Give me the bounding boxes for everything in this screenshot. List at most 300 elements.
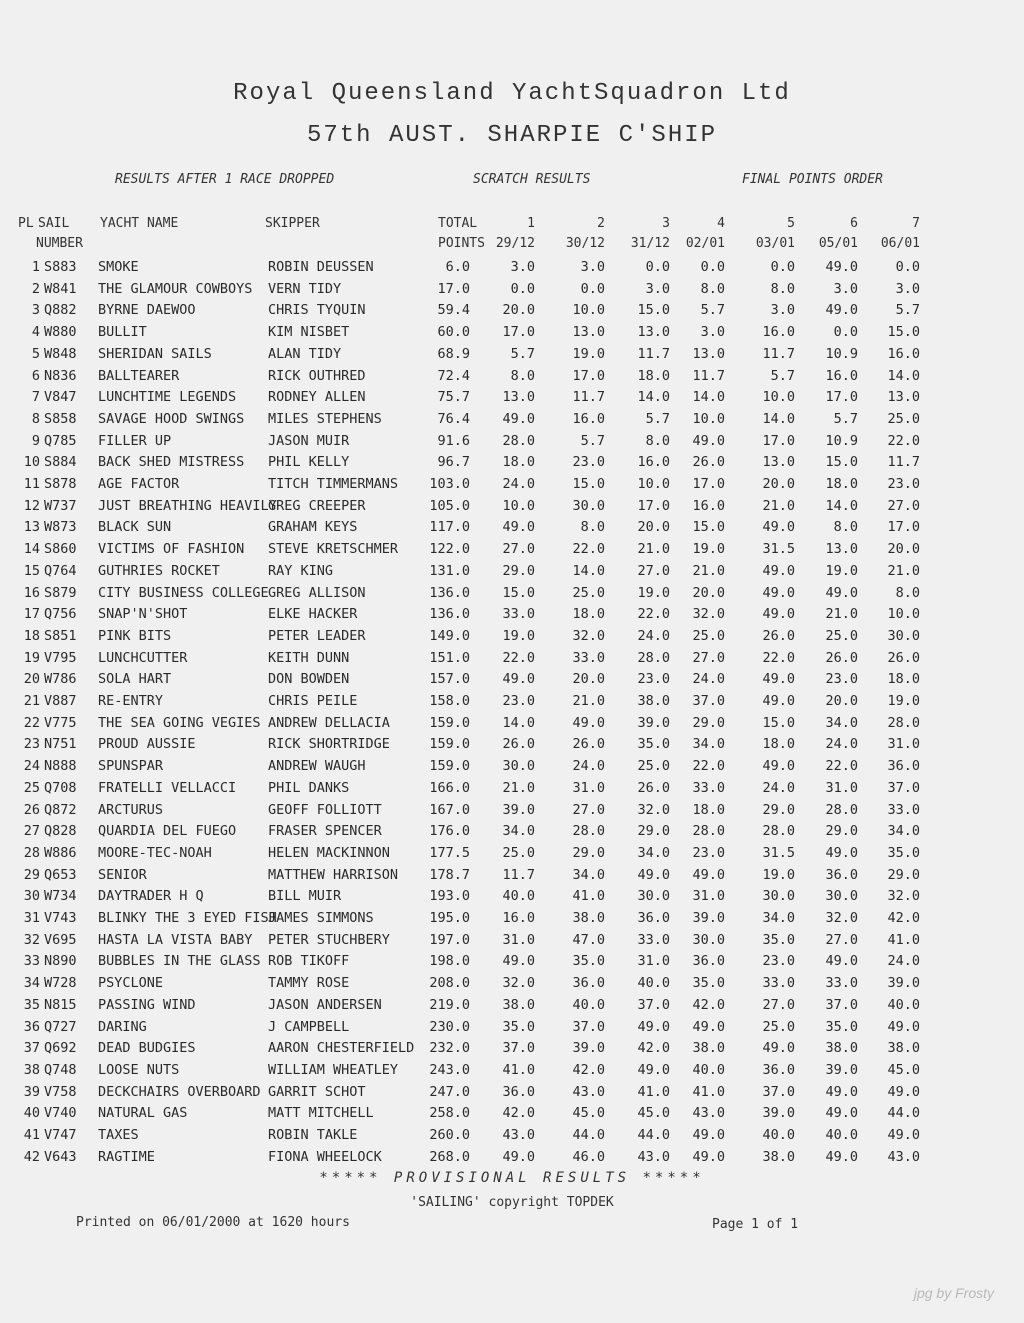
race-4-points: 18.0 [692,801,725,818]
place: 9 [31,432,40,449]
race-4-points: 49.0 [692,1148,725,1165]
yacht-name: THE GLAMOUR COWBOYS [98,280,253,297]
race-4-points: 32.0 [692,606,725,623]
page-indicator: Page 1 of 1 [712,1217,799,1232]
skipper-name: MATTHEW HARRISON [268,866,399,883]
race-1-number: 1 [527,216,535,231]
race-2-points: 15.0 [572,476,605,492]
race-2-points: 26.0 [572,736,605,753]
sail-number: V795 [44,649,77,666]
race-5-points: 19.0 [762,866,795,883]
skipper-name: WILLIAM WHEATLEY [268,1061,399,1078]
place: 13 [23,519,40,536]
place: 16 [23,584,40,601]
race-5-points: 49.0 [762,758,795,775]
total-points: 166.0 [429,779,470,796]
race-2-points: 27.0 [572,801,605,818]
race-1-points: 18.0 [502,454,535,471]
skipper-name: GEOFF FOLLIOTT [268,801,382,818]
race-2-points: 35.0 [572,953,605,970]
race-6-points: 24.0 [825,736,858,753]
col-number: NUMBER [36,236,83,251]
sail-number: W786 [44,671,77,688]
race-3-points: 27.0 [637,562,670,579]
race-3-points: 36.0 [637,910,670,926]
place: 41 [23,1127,40,1143]
race-3-points: 49.0 [637,866,670,883]
race-7-points: 32.0 [887,888,920,905]
yacht-name: VICTIMS OF FASHION [98,541,245,558]
sail-number: Q828 [44,823,77,840]
race-3-points: 25.0 [637,758,670,775]
race-7-points: 36.0 [887,758,920,775]
table-row [0,650,1024,668]
sail-number: V643 [44,1148,77,1165]
race-4-points: 39.0 [692,910,725,926]
race-5-points: 27.0 [762,996,795,1013]
skipper-name: PETER LEADER [268,627,366,644]
race-3-points: 14.0 [637,389,670,406]
race-6-points: 49.0 [825,953,858,970]
total-points: 159.0 [429,758,470,775]
race-5-points: 3.0 [770,302,795,319]
race-7-points: 43.0 [887,1148,920,1165]
race-2-points: 47.0 [572,931,605,948]
race-3-points: 26.0 [637,779,670,796]
place: 21 [23,693,40,709]
skipper-name: FRASER SPENCER [268,823,382,840]
place: 27 [23,823,40,840]
sail-number: Q785 [44,432,77,449]
race-6-points: 33.0 [825,975,858,992]
sail-number: S851 [44,627,77,644]
race-1-points: 49.0 [502,1148,535,1165]
yacht-name: BYRNE DAEWOO [98,302,196,319]
total-points: 96.7 [437,454,470,471]
race-3-points: 45.0 [637,1105,670,1122]
sail-number: W886 [44,844,77,861]
race-4-points: 41.0 [692,1083,725,1100]
race-4-points: 49.0 [692,432,725,449]
skipper-name: GREG ALLISON [268,584,366,601]
race-2-points: 23.0 [572,454,605,471]
race-3-points: 49.0 [637,1061,670,1078]
race-1-points: 49.0 [502,519,535,536]
place: 24 [23,758,40,775]
skipper-name: ROBIN TAKLE [268,1127,358,1143]
race-3-points: 37.0 [637,996,670,1013]
race-2-points: 43.0 [572,1083,605,1100]
race-6-points: 3.0 [833,280,858,297]
race-3-points: 34.0 [637,844,670,861]
race-6-points: 37.0 [825,996,858,1013]
race-5-points: 29.0 [762,801,795,818]
race-4-number: 4 [717,216,725,231]
race-1-points: 32.0 [502,975,535,992]
race-3-points: 23.0 [637,671,670,688]
race-6-date: 05/01 [818,236,858,251]
place: 40 [23,1105,40,1122]
yacht-name: SPUNSPAR [98,758,164,775]
race-3-points: 29.0 [637,823,670,840]
race-4-points: 0.0 [700,259,725,275]
skipper-name: TITCH TIMMERMANS [268,476,399,492]
yacht-name: LOOSE NUTS [98,1061,180,1078]
sail-number: V747 [44,1127,77,1143]
table-row [0,780,1024,798]
race-2-points: 40.0 [572,996,605,1013]
race-1-points: 0.0 [510,280,535,297]
race-6-points: 23.0 [825,671,858,688]
race-7-points: 19.0 [887,693,920,709]
race-6-points: 49.0 [825,1105,858,1122]
race-3-points: 22.0 [637,606,670,623]
race-5-points: 13.0 [762,454,795,471]
race-5-points: 49.0 [762,519,795,536]
yacht-name: GUTHRIES ROCKET [98,562,220,579]
col-points: POINTS [438,236,485,251]
total-points: 72.4 [437,367,470,384]
total-points: 208.0 [429,975,470,992]
yacht-name: DECKCHAIRS OVERBOARD [98,1083,261,1100]
total-points: 219.0 [429,996,470,1013]
race-2-points: 16.0 [572,410,605,427]
total-points: 76.4 [437,410,470,427]
sail-number: V695 [44,931,77,948]
place: 38 [23,1061,40,1078]
race-5-points: 30.0 [762,888,795,905]
total-points: 159.0 [429,714,470,731]
place: 36 [23,1018,40,1035]
race-3-points: 33.0 [637,931,670,948]
race-5-points: 39.0 [762,1105,795,1122]
yacht-name: BLINKY THE 3 EYED FISH [98,910,277,926]
race-6-points: 49.0 [825,1083,858,1100]
race-1-points: 21.0 [502,779,535,796]
race-4-points: 40.0 [692,1061,725,1078]
sail-number: S879 [44,584,77,601]
race-6-points: 19.0 [825,562,858,579]
race-5-points: 49.0 [762,671,795,688]
place: 1 [31,259,40,275]
place: 42 [23,1148,40,1165]
race-6-points: 18.0 [825,476,858,492]
race-1-points: 49.0 [502,671,535,688]
race-7-points: 49.0 [887,1018,920,1035]
place: 2 [31,280,40,297]
race-3-points: 20.0 [637,519,670,536]
skipper-name: GREG CREEPER [268,497,366,514]
race-3-points: 21.0 [637,541,670,558]
final-points-order-label: FINAL POINTS ORDER [742,172,883,187]
table-row [0,498,1024,516]
results-note: RESULTS AFTER 1 RACE DROPPED [115,172,335,187]
yacht-name: DEAD BUDGIES [98,1040,196,1057]
race-5-points: 16.0 [762,324,795,341]
skipper-name: PHIL DANKS [268,779,350,796]
race-7-points: 15.0 [887,324,920,341]
provisional-results: ***** PROVISIONAL RESULTS ***** [319,1170,705,1186]
race-6-points: 17.0 [825,389,858,406]
race-6-points: 29.0 [825,823,858,840]
race-6-points: 28.0 [825,801,858,818]
race-3-points: 39.0 [637,714,670,731]
table-row [0,541,1024,559]
race-6-points: 49.0 [825,302,858,319]
race-2-points: 5.7 [580,432,605,449]
total-points: 159.0 [429,736,470,753]
race-2-points: 31.0 [572,779,605,796]
table-row [0,823,1024,841]
sail-number: N836 [44,367,77,384]
race-1-points: 39.0 [502,801,535,818]
skipper-name: HELEN MACKINNON [268,844,390,861]
sail-number: V740 [44,1105,77,1122]
total-points: 198.0 [429,953,470,970]
race-2-points: 36.0 [572,975,605,992]
place: 20 [23,671,40,688]
race-5-points: 36.0 [762,1061,795,1078]
table-row [0,1105,1024,1123]
total-points: 260.0 [429,1127,470,1143]
watermark: jpg by Frosty [913,1285,994,1301]
race-6-points: 26.0 [825,649,858,666]
total-points: 258.0 [429,1105,470,1122]
race-5-date: 03/01 [755,236,795,251]
yacht-name: PINK BITS [98,627,172,644]
race-2-points: 20.0 [572,671,605,688]
total-points: 176.0 [429,823,470,840]
place: 10 [23,454,40,471]
race-3-points: 32.0 [637,801,670,818]
race-6-points: 22.0 [825,758,858,775]
race-7-points: 10.0 [887,606,920,623]
yacht-name: PSYCLONE [98,975,164,992]
race-4-points: 14.0 [692,389,725,406]
race-4-points: 27.0 [692,649,725,666]
skipper-name: ROB TIKOFF [268,953,350,970]
table-row [0,302,1024,320]
total-points: 268.0 [429,1148,470,1165]
race-6-points: 49.0 [825,1148,858,1165]
skipper-name: PHIL KELLY [268,454,350,471]
race-7-points: 24.0 [887,953,920,970]
yacht-name: FRATELLI VELLACCI [98,779,237,796]
yacht-name: JUST BREATHING HEAVILY [98,497,277,514]
race-2-points: 42.0 [572,1061,605,1078]
skipper-name: ROBIN DEUSSEN [268,259,374,275]
race-1-points: 19.0 [502,627,535,644]
race-7-points: 13.0 [887,389,920,406]
total-points: 68.9 [437,345,470,362]
col-yacht-name: YACHT NAME [100,216,179,231]
race-3-points: 5.7 [645,410,670,427]
race-5-points: 20.0 [762,476,795,492]
yacht-name: HASTA LA VISTA BABY [98,931,253,948]
yacht-name: SAVAGE HOOD SWINGS [98,410,245,427]
total-points: 195.0 [429,910,470,926]
race-5-points: 26.0 [762,627,795,644]
yacht-name: SHERIDAN SAILS [98,345,212,362]
skipper-name: MILES STEPHENS [268,410,382,427]
race-7-points: 27.0 [887,497,920,514]
skipper-name: RODNEY ALLEN [268,389,366,406]
race-2-points: 0.0 [580,280,605,297]
race-6-points: 0.0 [833,324,858,341]
place: 15 [23,562,40,579]
race-7-points: 39.0 [887,975,920,992]
race-1-points: 34.0 [502,823,535,840]
place: 31 [23,910,40,926]
race-7-date: 06/01 [880,236,920,251]
table-row [0,411,1024,429]
race-2-points: 24.0 [572,758,605,775]
race-4-points: 3.0 [700,324,725,341]
race-4-points: 17.0 [692,476,725,492]
table-row [0,888,1024,906]
race-6-points: 35.0 [825,1018,858,1035]
race-3-points: 19.0 [637,584,670,601]
race-5-points: 34.0 [762,910,795,926]
skipper-name: RAY KING [268,562,334,579]
table-row [0,281,1024,299]
sail-number: Q653 [44,866,77,883]
race-1-points: 11.7 [502,866,535,883]
race-5-points: 49.0 [762,1040,795,1057]
place: 17 [23,606,40,623]
table-row [0,1149,1024,1167]
race-3-points: 24.0 [637,627,670,644]
total-points: 117.0 [429,519,470,536]
table-row [0,715,1024,733]
sail-number: V775 [44,714,77,731]
sail-number: N888 [44,758,77,775]
sail-number: Q692 [44,1040,77,1057]
race-4-points: 34.0 [692,736,725,753]
yacht-name: THE SEA GOING VEGIES [98,714,261,731]
race-5-points: 10.0 [762,389,795,406]
race-6-points: 21.0 [825,606,858,623]
race-1-points: 22.0 [502,649,535,666]
total-points: 136.0 [429,606,470,623]
skipper-name: GARRIT SCHOT [268,1083,366,1100]
yacht-name: TAXES [98,1127,139,1143]
race-3-points: 40.0 [637,975,670,992]
skipper-name: CHRIS TYQUIN [268,302,366,319]
race-1-points: 49.0 [502,953,535,970]
yacht-name: AGE FACTOR [98,476,180,492]
race-3-points: 49.0 [637,1018,670,1035]
race-1-points: 29.0 [502,562,535,579]
table-row [0,953,1024,971]
place: 8 [31,410,40,427]
race-1-points: 8.0 [510,367,535,384]
race-4-points: 33.0 [692,779,725,796]
race-4-points: 42.0 [692,996,725,1013]
race-3-points: 13.0 [637,324,670,341]
total-points: 103.0 [429,476,470,492]
race-5-points: 31.5 [762,844,795,861]
event-title: 57th AUST. SHARPIE C'SHIP [306,122,718,149]
race-2-points: 46.0 [572,1148,605,1165]
table-row [0,693,1024,711]
race-6-points: 34.0 [825,714,858,731]
race-4-points: 10.0 [692,410,725,427]
skipper-name: CHRIS PEILE [268,693,358,709]
race-1-points: 31.0 [502,931,535,948]
race-5-points: 37.0 [762,1083,795,1100]
skipper-name: BILL MUIR [268,888,342,905]
yacht-name: LUNCHCUTTER [98,649,188,666]
skipper-name: ALAN TIDY [268,345,342,362]
sail-number: S878 [44,476,77,492]
race-5-points: 18.0 [762,736,795,753]
total-points: 197.0 [429,931,470,948]
place: 14 [23,541,40,558]
race-2-points: 37.0 [572,1018,605,1035]
total-points: 122.0 [429,541,470,558]
race-7-points: 0.0 [895,259,920,275]
skipper-name: FIONA WHEELOCK [268,1148,382,1165]
table-row [0,585,1024,603]
race-7-points: 25.0 [887,410,920,427]
race-6-points: 49.0 [825,844,858,861]
race-4-points: 38.0 [692,1040,725,1057]
place: 33 [23,953,40,970]
table-row [0,1019,1024,1037]
race-7-points: 17.0 [887,519,920,536]
race-4-points: 11.7 [692,367,725,384]
race-7-points: 33.0 [887,801,920,818]
race-7-points: 40.0 [887,996,920,1013]
race-3-points: 8.0 [645,432,670,449]
skipper-name: KEITH DUNN [268,649,350,666]
printed-line: Printed on 06/01/2000 at 1620 hours [76,1215,350,1230]
race-5-points: 23.0 [762,953,795,970]
race-7-points: 3.0 [895,280,920,297]
place: 32 [23,931,40,948]
race-2-points: 3.0 [580,259,605,275]
race-6-points: 15.0 [825,454,858,471]
race-3-date: 31/12 [630,236,670,251]
race-4-points: 49.0 [692,1127,725,1143]
table-row [0,259,1024,277]
place: 11 [23,476,40,492]
total-points: 247.0 [429,1083,470,1100]
race-2-points: 39.0 [572,1040,605,1057]
race-4-points: 5.7 [700,302,725,319]
race-7-points: 41.0 [887,931,920,948]
race-6-points: 16.0 [825,367,858,384]
race-7-points: 23.0 [887,476,920,492]
yacht-name: BALLTEARER [98,367,180,384]
race-2-points: 25.0 [572,584,605,601]
race-6-points: 40.0 [825,1127,858,1143]
yacht-name: SNAP'N'SHOT [98,606,188,623]
yacht-name: DARING [98,1018,147,1035]
race-4-points: 43.0 [692,1105,725,1122]
race-2-points: 13.0 [572,324,605,341]
race-3-points: 0.0 [645,259,670,275]
race-2-points: 11.7 [572,389,605,406]
skipper-name: ANDREW WAUGH [268,758,366,775]
race-4-points: 16.0 [692,497,725,514]
race-1-points: 37.0 [502,1040,535,1057]
race-7-points: 22.0 [887,432,920,449]
race-1-points: 25.0 [502,844,535,861]
race-5-points: 5.7 [770,367,795,384]
race-7-points: 16.0 [887,345,920,362]
